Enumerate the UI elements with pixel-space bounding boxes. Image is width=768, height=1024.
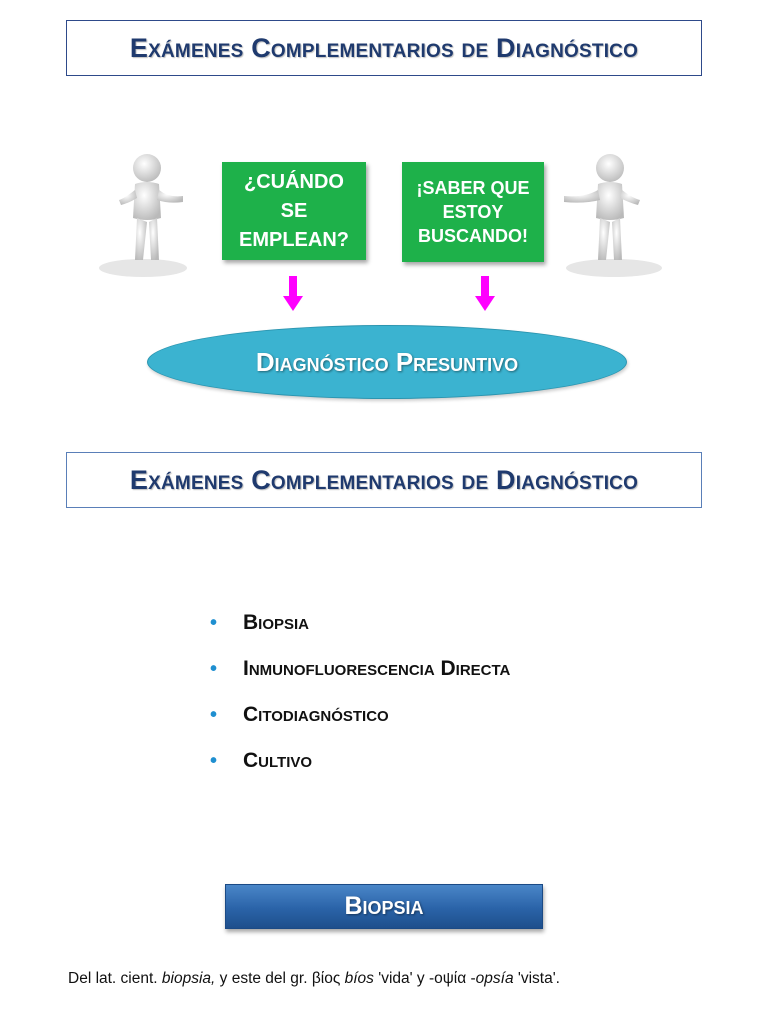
etymology-part: y este del gr. βίος xyxy=(215,970,345,987)
title-banner-top xyxy=(66,20,702,76)
list-item-text: Cultivo xyxy=(243,749,313,772)
arrow-down-icon xyxy=(283,276,303,312)
list-item-text: Citodiagnóstico xyxy=(243,703,389,726)
list-item xyxy=(210,646,510,692)
presumptive-diagnosis-label: Diagnóstico Presuntivo xyxy=(255,346,519,377)
title-banner-mid xyxy=(66,452,702,508)
presumptive-diagnosis-ellipse xyxy=(147,325,627,399)
etymology-text xyxy=(68,970,560,988)
list-item-text: Biopsia xyxy=(243,611,310,634)
question-text-know: ¡SABER QUE ESTOY BUSCANDO! xyxy=(416,178,530,246)
list-item xyxy=(210,600,510,646)
biopsia-heading-label: Biopsia xyxy=(344,892,424,920)
etymology-part: Del lat. cient. xyxy=(68,970,162,987)
biopsia-heading-button xyxy=(225,884,543,929)
title-text-top: Exámenes Complementarios de Diagnóstico xyxy=(129,32,639,63)
etymology-part: 'vida' y -οψία - xyxy=(373,970,476,987)
etymology-part-italic: opsía xyxy=(475,970,514,987)
bullet-dot-icon: • xyxy=(210,657,218,680)
bullet-dot-icon: • xyxy=(210,749,218,772)
list-item xyxy=(210,692,510,738)
question-box-when xyxy=(222,162,366,260)
question-text-when: ¿CUÁNDO SE EMPLEAN? xyxy=(239,170,349,251)
etymology-part-italic: bíos xyxy=(344,970,374,987)
bullet-dot-icon: • xyxy=(210,703,218,726)
title-text-mid: Exámenes Complementarios de Diagnóstico xyxy=(129,464,639,495)
question-box-know xyxy=(402,162,544,262)
arrow-down-icon xyxy=(475,276,495,312)
exam-list xyxy=(210,600,510,784)
list-item xyxy=(210,738,510,784)
bullet-dot-icon: • xyxy=(210,611,218,634)
person-figure-icon xyxy=(97,148,189,278)
etymology-part-italic: biopsia, xyxy=(161,970,216,987)
list-item-text: Inmunofluorescencia Directa xyxy=(243,657,511,680)
person-figure-icon xyxy=(558,148,664,278)
etymology-part: 'vista'. xyxy=(513,970,560,987)
